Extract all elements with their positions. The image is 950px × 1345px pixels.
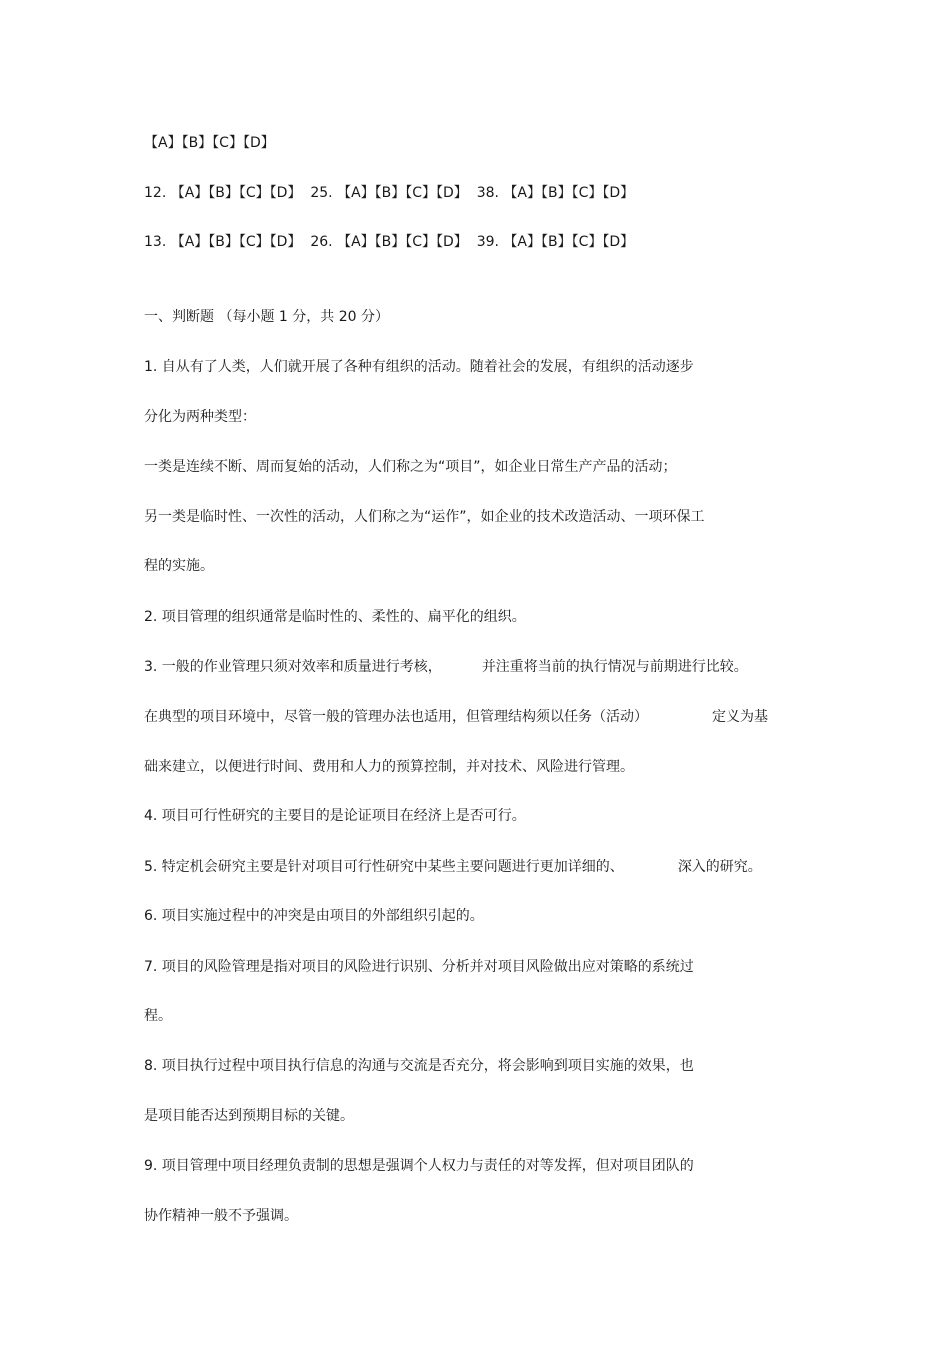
question-8-line-1: 8. 项目执行过程中项目执行信息的沟通与交流是否充分，将会影响到项目实施的效果，也: [144, 1058, 694, 1074]
question-3-line-1-part-a: 3. 一般的作业管理只须对效率和质量进行考核，: [144, 659, 442, 675]
answer-row-12-25-38: 12. 【A】【B】【C】【D】 25. 【A】【B】【C】【D】 38. 【A】【B】【C】【D】: [144, 185, 635, 201]
question-3-line-1: [144, 657, 748, 677]
question-3-line-1-part-b: 并注重将当前的执行情况与前期进行比较。: [481, 659, 748, 675]
answer-row-partial: 【A】【B】【C】【D】: [144, 135, 275, 151]
section-heading: 一、判断题 （每小题 1 分，共 20 分）: [144, 309, 389, 325]
question-8-line-2: 是项目能否达到预期目标的关键。: [144, 1108, 354, 1124]
question-1-line-3: 一类是连续不断、周而复始的活动，人们称之为“项目”，如企业日常生产产品的活动；: [144, 459, 677, 475]
question-5: [144, 857, 762, 877]
question-3-line-2: [144, 707, 768, 727]
question-1-line-5: 程的实施。: [144, 558, 214, 574]
answer-row-13-26-39: 13. 【A】【B】【C】【D】 26. 【A】【B】【C】【D】 39. 【A】【B】【C】【D】: [144, 234, 635, 250]
question-7-line-1: 7. 项目的风险管理是指对项目的风险进行识别、分析并对项目风险做出应对策略的系统过: [144, 959, 694, 975]
question-3-line-2-part-a: 在典型的项目环境中，尽管一般的管理办法也适用，但管理结构须以任务（活动）: [144, 709, 648, 725]
question-5-part-b: 深入的研究。: [677, 859, 762, 875]
question-3-line-3: 础来建立，以便进行时间、费用和人力的预算控制，并对技术、风险进行管理。: [144, 759, 634, 775]
question-4: 4. 项目可行性研究的主要目的是论证项目在经济上是否可行。: [144, 808, 526, 824]
question-6: 6. 项目实施过程中的冲突是由项目的外部组织引起的。: [144, 908, 484, 924]
question-3-line-2-part-b: 定义为基: [712, 709, 768, 725]
question-2: 2. 项目管理的组织通常是临时性的、柔性的、扁平化的组织。: [144, 609, 526, 625]
question-5-part-a: 5. 特定机会研究主要是针对项目可行性研究中某些主要问题进行更加详细的、: [144, 859, 624, 875]
question-1-line-1: 1. 自从有了人类，人们就开展了各种有组织的活动。随着社会的发展，有组织的活动逐步: [144, 359, 694, 375]
question-9-line-2: 协作精神一般不予强调。: [144, 1208, 298, 1224]
question-1-line-4: 另一类是临时性、一次性的活动，人们称之为“运作”，如企业的技术改造活动、一项环保工: [144, 509, 705, 525]
question-9-line-1: 9. 项目管理中项目经理负责制的思想是强调个人权力与责任的对等发挥，但对项目团队的: [144, 1158, 694, 1174]
question-1-line-2: 分化为两种类型：: [144, 409, 256, 425]
question-7-line-2: 程。: [144, 1008, 172, 1024]
